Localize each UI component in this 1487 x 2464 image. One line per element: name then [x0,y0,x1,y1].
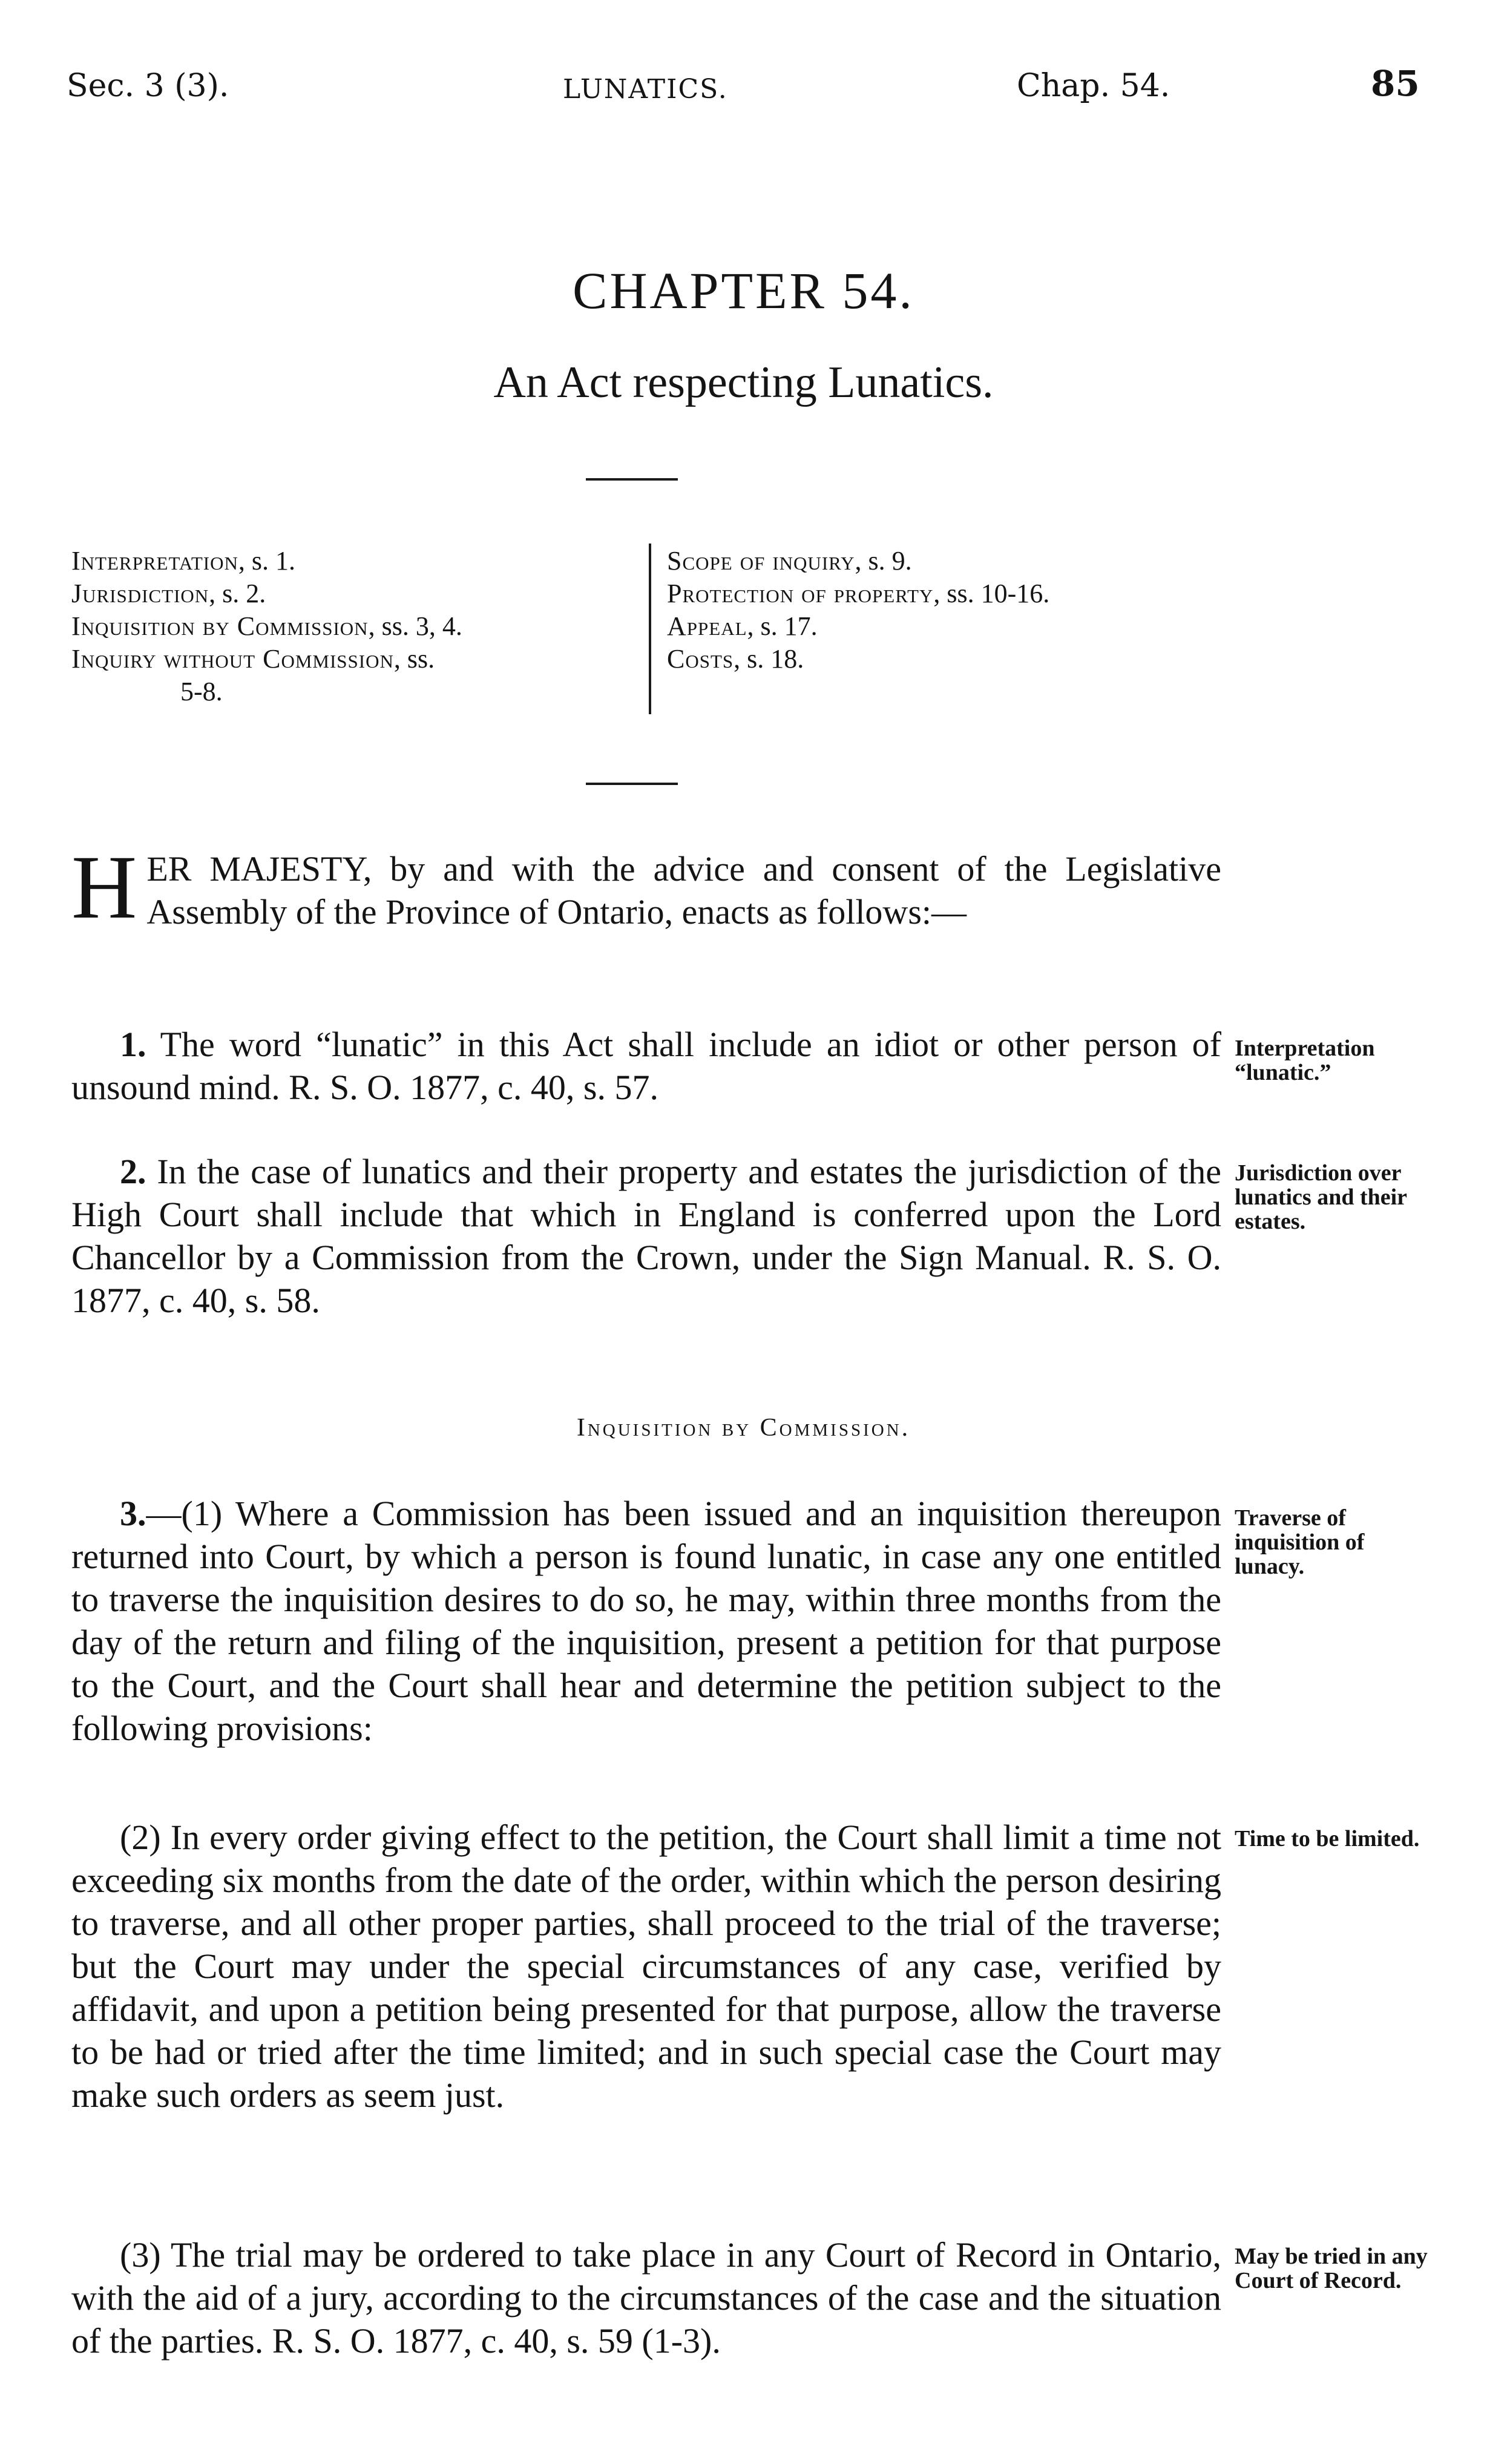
preamble: HER MAJESTY, by and with the advice and consent of the Legislative Assembly of the Province of Ontario, enacts as follows:— [71,837,1221,938]
toc-rule [586,783,678,785]
act-title: An Act respecting Lunatics. [493,358,994,407]
dropcap: H [71,837,137,938]
toc-right-column [667,545,1248,675]
section-3-1: 3.—(1) Where a Commission has been issued and an inquisition thereupon returned into Court, by which a person is found lunatic, in case any one entitled to traverse the inquisition desires to do so, he may, within three months from the day of the return and filing of the inquisition, present a petition for that purpose to the Court, and the Court shall hear and determine the petition subject to the following provisions: [71,1494,1221,1748]
margin-note-3-3: May be tried in any Court of Record. [1235,2244,1428,2293]
toc-entry: Inquisition by Commission, ss. 3, 4. [71,611,462,641]
toc-entry: Scope of inquiry, s. 9. [667,546,912,576]
toc-entry: Costs, s. 18. [667,644,804,674]
toc-entry: Inquiry without Commission, ss. [71,644,435,674]
toc-left-column [71,545,640,708]
toc-entry: Appeal, s. 17. [667,611,818,641]
subheading: Inquisition by Commission. [576,1414,911,1442]
toc-entry: Jurisdiction, s. 2. [71,579,266,608]
toc-entry: Interpretation, s. 1. [71,546,296,576]
section-3-3: (3) The trial may be ordered to take place in any Court of Record in Ontario, with the aid of a jury, according to the circumstances of the case and the situation of the parties. R. S. O. 1877, c. 40, s. 59 (1-3). [71,2235,1221,2361]
margin-note-3-2: Time to be limited. [1235,1826,1420,1851]
section-3-2: (2) In every order giving effect to the petition, the Court shall limit a time not exceeding six months from the date of the order, within which the person desiring to traverse, and all other proper parties, shall proceed to the trial of the traverse; but the Court may under the special circumstances of any case, verified by affidavit, and upon a petition being presented for that purpose, allow the traverse to be had or tried after the time limited; and in such special case the Court may make such orders as seem just. [71,1818,1221,2115]
toc-entry: 5-8. [180,677,223,706]
margin-note-3-1: Traverse of inquisition of lunacy. [1235,1505,1365,1579]
margin-note-1: Interpretation “lunatic.” [1235,1036,1375,1085]
toc-divider [649,544,651,714]
running-title: LUNATICS. [563,74,728,105]
chapter-title: CHAPTER 54. [573,261,914,320]
margin-note-2: Jurisdiction over lunatics and their estates. [1235,1160,1407,1234]
toc-entry: Protection of property, ss. 10-16. [667,579,1050,608]
section-1: 1. The word “lunatic” in this Act shall include an idiot or other person of unsound mind. R. S. O. 1877, c. 40, s. 57. [71,1025,1221,1107]
section-reference: Sec. 3 (3). [67,68,229,104]
section-2: 2. In the case of lunatics and their property and estates the jurisdiction of the High Court shall include that which in England is conferred upon the Lord Chancellor by a Commission from the Crown, under the Sign Manual. R. S. O. 1877, c. 40, s. 58. [71,1152,1221,1320]
chapter-reference: Chap. 54. [1017,68,1170,104]
title-rule [586,478,678,481]
page-number: 85 [1371,63,1420,104]
